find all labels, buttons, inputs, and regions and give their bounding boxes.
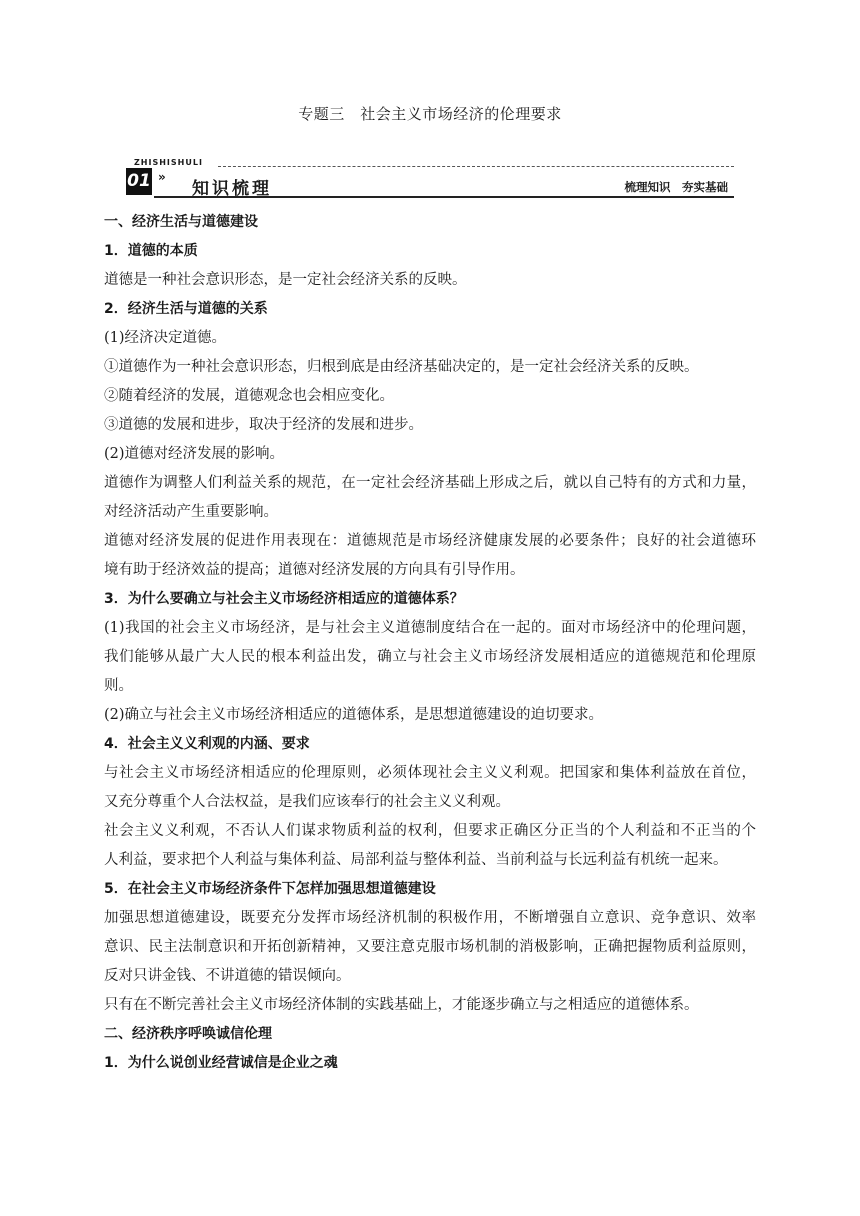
banner-number-badge: 01: [126, 168, 152, 195]
section-heading: 一、经济生活与道德建设: [104, 214, 258, 230]
paragraph-line: 道德是一种社会意识形态，是一定社会经济关系的反映。: [104, 272, 467, 288]
paragraph-line: 反对只讲金钱、不讲道德的错误倾向。: [104, 968, 351, 984]
page-title: 专题三 社会主义市场经济的伦理要求: [298, 105, 562, 123]
section-banner: [126, 158, 734, 200]
paragraph-line: 加强思想道德建设，既要充分发挥市场经济机制的积极作用，不断增强自立意识、竞争意识、效率: [104, 910, 756, 926]
paragraph-line: 则。: [104, 678, 133, 694]
paragraph-line: 与社会主义市场经济相适应的伦理原则，必须体现社会主义义利观。把国家和集体利益放在首位，: [104, 765, 756, 781]
document-body: [104, 208, 756, 1078]
paragraph-line: (1)我国的社会主义市场经济，是与社会主义道德制度结合在一起的。面对市场经济中的伦理问题，: [104, 620, 756, 636]
paragraph-line: (2)道德对经济发展的影响。: [104, 446, 285, 462]
paragraph-line: 又充分尊重个人合法权益，是我们应该奉行的社会主义义利观。: [104, 794, 510, 810]
banner-arrow-icon: »: [158, 170, 166, 184]
section-heading: 二、经济秩序呼唤诚信伦理: [104, 1026, 272, 1042]
banner-underline: [154, 196, 734, 198]
paragraph-line: 社会主义义利观，不否认人们谋求物质利益的权利，但要求正确区分正当的个人利益和不正当的个: [104, 823, 756, 839]
paragraph-line: 道德作为调整人们利益关系的规范，在一定社会经济基础上形成之后，就以自己特有的方式和力量，: [104, 475, 756, 491]
paragraph-line: ①道德作为一种社会意识形态，归根到底是由经济基础决定的，是一定社会经济关系的反映。: [104, 359, 699, 375]
section-heading: 1．为什么说创业经营诚信是企业之魂: [104, 1055, 338, 1071]
paragraph-line: 道德对经济发展的促进作用表现在：道德规范是市场经济健康发展的必要条件；良好的社会道德环: [104, 533, 756, 549]
banner-dashed-line: [218, 166, 734, 167]
banner-en-label: ZHISHISHULI: [134, 158, 203, 167]
paragraph-line: (1)经济决定道德。: [104, 330, 227, 346]
section-heading: 3．为什么要确立与社会主义市场经济相适应的道德体系？: [104, 591, 464, 607]
paragraph-line: ③道德的发展和进步，取决于经济的发展和进步。: [104, 417, 423, 433]
section-heading: 1．道德的本质: [104, 243, 198, 259]
paragraph-line: (2)确立与社会主义市场经济相适应的道德体系，是思想道德建设的迫切要求。: [104, 707, 604, 723]
section-heading: 4．社会主义义利观的内涵、要求: [104, 736, 310, 752]
paragraph-line: 只有在不断完善社会主义市场经济体制的实践基础上，才能逐步确立与之相适应的道德体系。: [104, 997, 699, 1013]
section-heading: 5．在社会主义市场经济条件下怎样加强思想道德建设: [104, 881, 436, 897]
paragraph-line: ②随着经济的发展，道德观念也会相应变化。: [104, 388, 394, 404]
section-heading: 2．经济生活与道德的关系: [104, 301, 268, 317]
paragraph-line: 人利益，要求把个人利益与集体利益、局部利益与整体利益、当前利益与长远利益有机统一起来。: [104, 852, 728, 868]
paragraph-line: 对经济活动产生重要影响。: [104, 504, 278, 520]
paragraph-line: 境有助于经济效益的提高；道德对经济发展的方向具有引导作用。: [104, 562, 525, 578]
banner-title: 知识梳理: [192, 179, 272, 199]
paragraph-line: 我们能够从最广大人民的根本利益出发，确立与社会主义市场经济发展相适应的道德规范和伦理原: [104, 649, 756, 665]
banner-tagline: 梳理知识 夯实基础: [624, 180, 728, 194]
paragraph-line: 意识、民主法制意识和开拓创新精神，又要注意克服市场机制的消极影响，正确把握物质利益原则，: [104, 939, 756, 955]
